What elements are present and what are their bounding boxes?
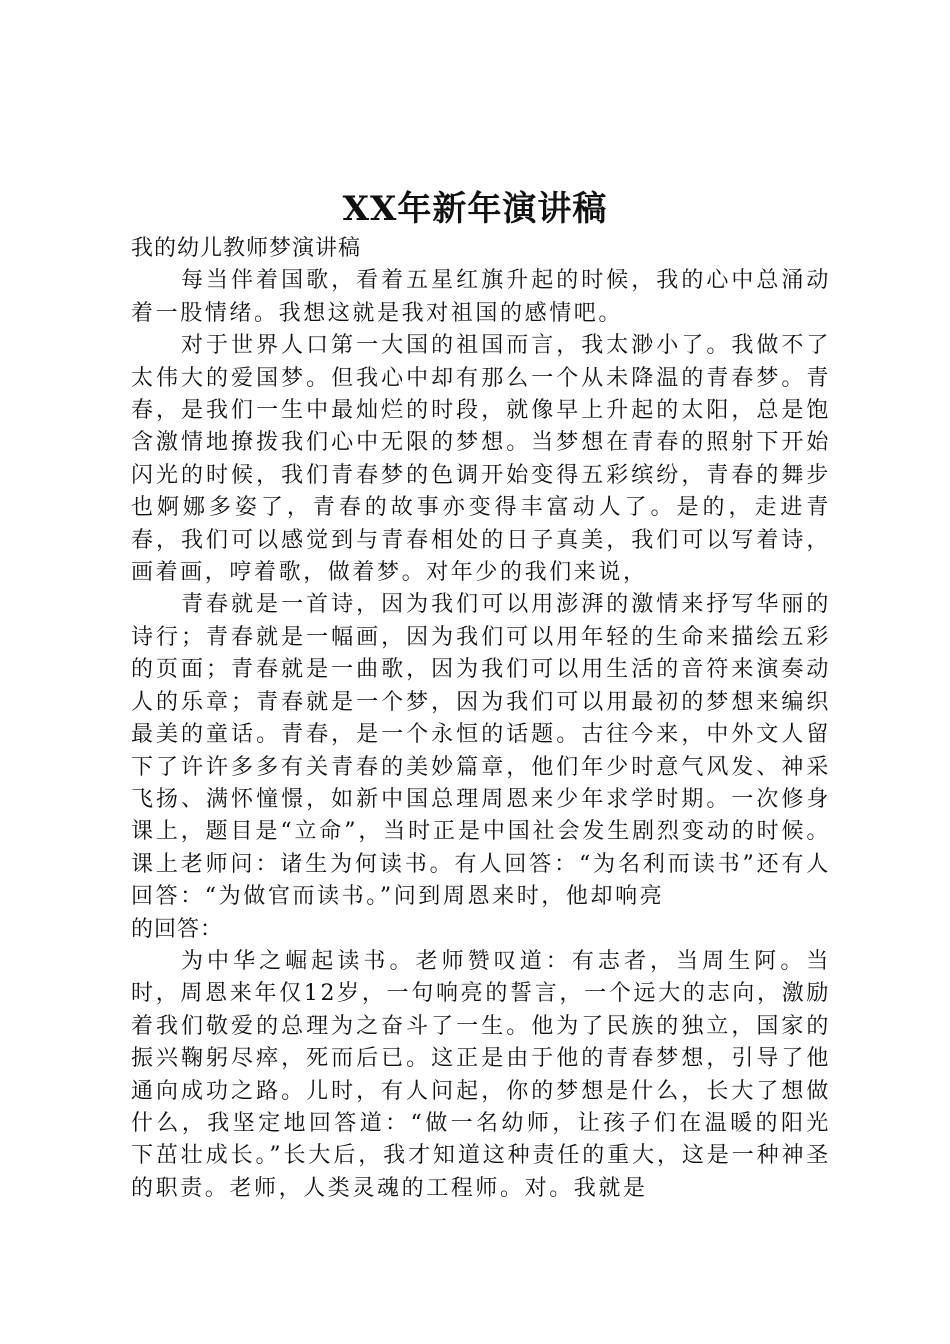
document-body	[131, 233, 831, 1205]
paragraph-4: 的回答：	[131, 916, 224, 942]
document-subtitle: 我的幼儿教师梦演讲稿	[131, 236, 362, 261]
paragraph-2: 对于世界人口第一大国的祖国而言，我太渺小了。我做不了太伟大的爱国梦。但我心中却有那么一个从未降温的青春梦。青春，是我们一生中最灿烂的时段，就像早上升起的太阳，总是饱含激情地撩拨我们心中无限的梦想。当梦想在青春的照射下开始闪光的时候，我们青春梦的色调开始变得五彩缤纷，青春的舞步也婀娜多姿了，青春的故事亦变得丰富动人了。是的，走进青春，我们可以感觉到与青春相处的日子真美，我们可以写着诗，画着画，哼着歌，做着梦。对年少的我们来说，	[131, 333, 831, 586]
paragraph-5: 为中华之崛起读书。老师赞叹道：有志者，当周生阿。当时，周恩来年仅12岁，一句响亮的誓言，一个远大的志向，激励着我们敬爱的总理为之奋斗了一生。他为了民族的独立，国家的振兴鞠躬尽瘁，死而后已。这正是由于他的青春梦想，引导了他通向成功之路。儿时，有人问起，你的梦想是什么，长大了想做什么，我坚定地回答道：“做一名幼师，让孩子们在温暖的阳光下茁壮成长。”长大后，我才知道这种责任的重大，这是一种神圣的职责。老师，人类灵魂的工程师。对。我就是	[131, 948, 831, 1201]
paragraph-3: 青春就是一首诗，因为我们可以用澎湃的激情来抒写华丽的诗行；青春就是一幅画，因为我们可以用年轻的生命来描绘五彩的页面；青春就是一曲歌，因为我们可以用生活的音符来演奏动人的乐章；青春就是一个梦，因为我们可以用最初的梦想来编织最美的童话。青春，是一个永恒的话题。古往今来，中外文人留下了许许多多有关青春的美妙篇章，他们年少时意气风发、神采飞扬、满怀憧憬，如新中国总理周恩来少年求学时期。一次修身课上，题目是“立命”，当时正是中国社会发生剧烈变动的时候。课上老师问：诸生为何读书。有人回答：“为名利而读书”还有人回答：“为做官而读书。”问到周恩来时，他却响亮	[131, 592, 831, 910]
document-title: XX年新年演讲稿	[342, 189, 608, 229]
paragraph-1: 每当伴着国歌，看着五星红旗升起的时候，我的心中总涌动着一股情绪。我想这就是我对祖国的感情吧。	[131, 268, 831, 326]
